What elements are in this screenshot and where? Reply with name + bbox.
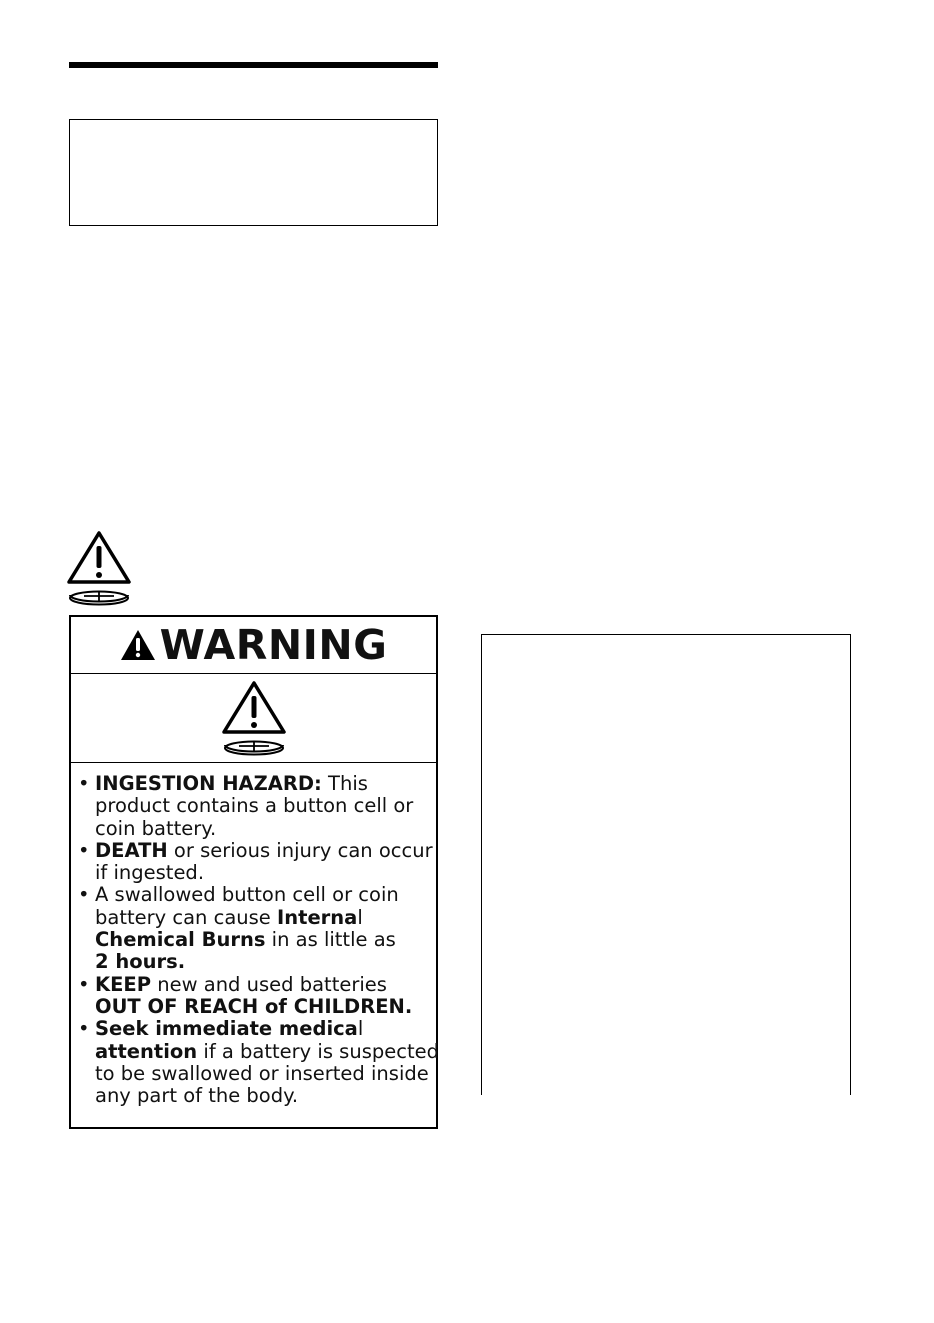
- section-rule: [69, 62, 438, 68]
- hazard-label: KEEP: [95, 972, 152, 996]
- hazard-text: product contains a button cell or: [95, 794, 414, 818]
- hazard-label: attention: [95, 1039, 198, 1063]
- hazard-text: This: [321, 772, 368, 795]
- hazard-text: in as little as: [265, 928, 396, 952]
- hazard-label: INGESTION HAZARD:: [95, 772, 322, 795]
- bullet: •: [78, 972, 90, 996]
- hazard-text: l: [357, 1017, 364, 1041]
- hazard-text: if ingested.: [95, 861, 205, 885]
- hazard-label: Chemical Burns: [95, 928, 266, 952]
- hazard-label: OUT OF REACH of CHILDREN.: [95, 994, 413, 1018]
- coin-battery-warning-icon: [221, 680, 287, 756]
- hazard-item-ingestion: [78, 773, 436, 840]
- hazard-list: [71, 763, 439, 1108]
- hazard-text: l: [357, 905, 363, 929]
- notice-box: [69, 119, 438, 226]
- warning-title: WARNING: [159, 620, 388, 669]
- bullet: •: [78, 883, 90, 907]
- hazard-item-burns: [78, 884, 436, 973]
- hazard-text: coin battery.: [95, 816, 217, 840]
- hazard-text: battery can cause: [95, 905, 277, 929]
- hazard-label: DEATH: [95, 838, 168, 862]
- hazard-text: if a battery is suspected: [197, 1039, 439, 1063]
- hazard-text: new and used batteries: [151, 972, 387, 996]
- bullet: •: [78, 838, 90, 862]
- hazard-item-medical: [78, 1017, 439, 1108]
- coin-battery-warning-icon: [66, 530, 132, 606]
- warning-triangle-icon: [120, 629, 156, 661]
- hazard-text: to be swallowed or inserted inside: [95, 1061, 429, 1085]
- bullet: •: [78, 772, 90, 795]
- battery-warning-label: [69, 615, 438, 1129]
- hazard-label: 2 hours.: [95, 950, 186, 974]
- hazard-item-death: [78, 840, 436, 885]
- warning-symbol-row: [71, 674, 436, 763]
- warning-header: [71, 617, 436, 674]
- bullet: •: [78, 1017, 90, 1041]
- hazard-text: any part of the body.: [95, 1084, 299, 1108]
- hazard-label: Seek immediate medica: [95, 1017, 358, 1041]
- hazard-text: or serious injury can occur: [167, 838, 433, 862]
- notice-box-right: [481, 634, 851, 1095]
- hazard-text: A swallowed button cell or coin: [95, 883, 399, 907]
- hazard-label: Interna: [276, 905, 358, 929]
- hazard-item-keep: [78, 974, 436, 1019]
